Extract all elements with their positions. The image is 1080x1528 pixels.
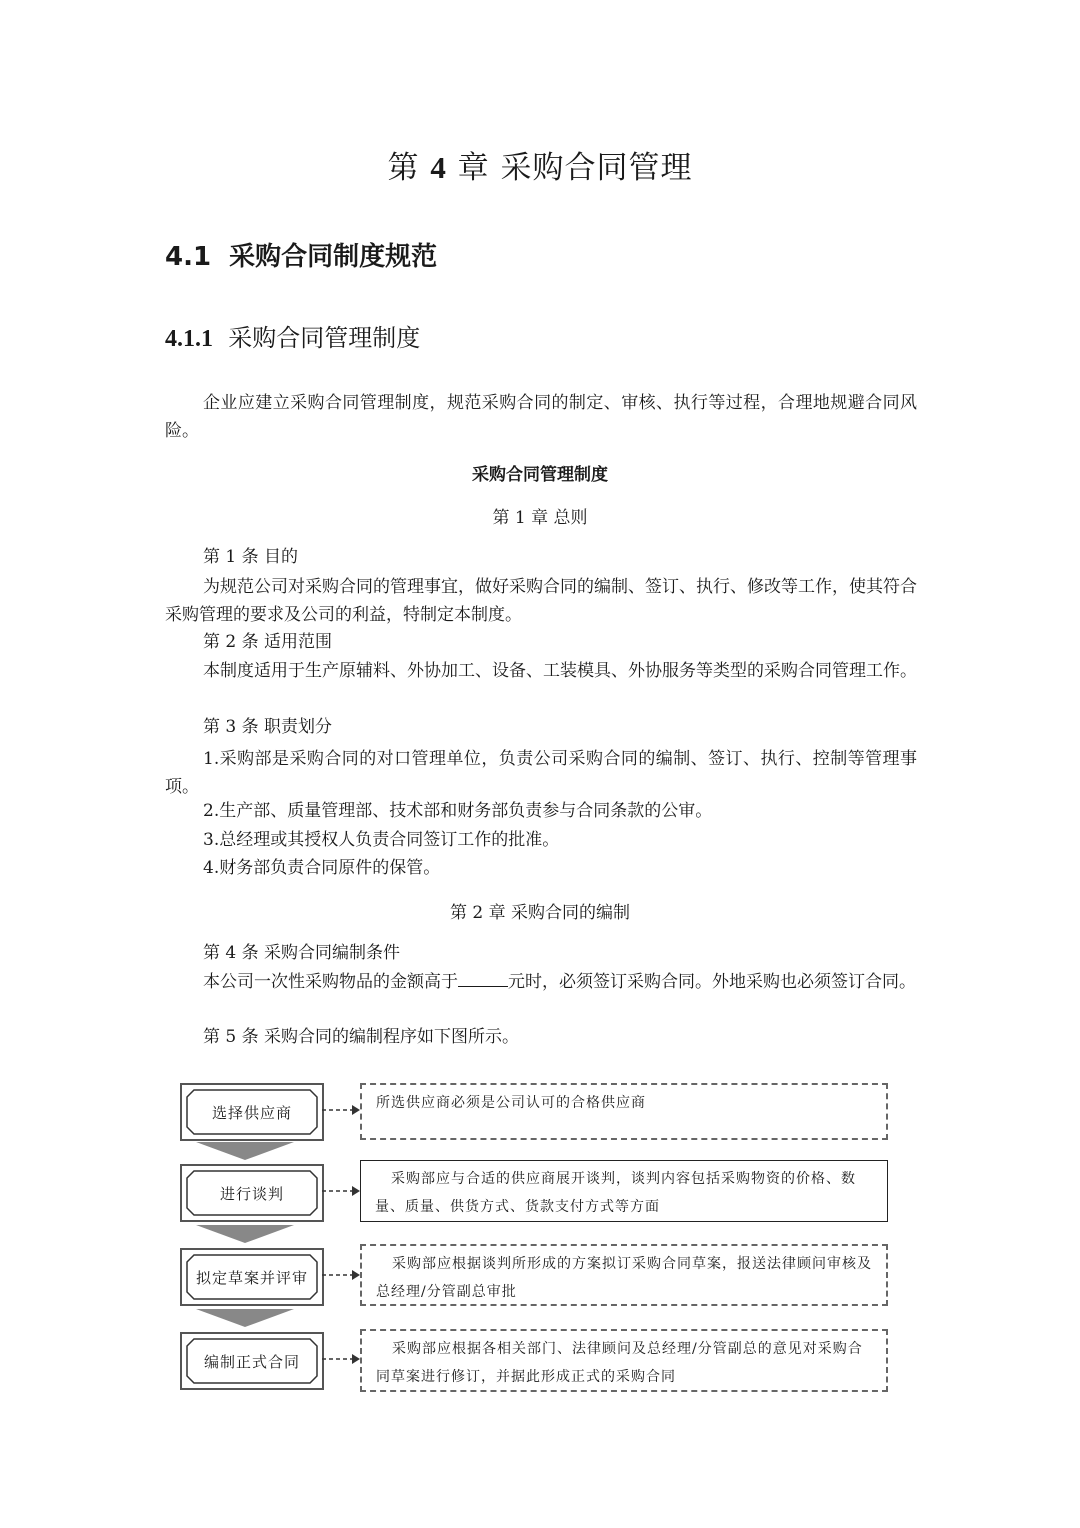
article-1-title: 第 1 条 目的: [203, 547, 299, 567]
article-4-text-before: 本公司一次性采购物品的金额高于: [203, 972, 458, 992]
flow-step-3-label: 拟定草案并评审: [195, 1268, 308, 1287]
flow-step-1: [180, 1083, 324, 1141]
flow-note-3-text: 采购部应根据谈判所形成的方案拟订采购合同草案，报送法律顾问审核及总经理/分管副总审批: [376, 1256, 872, 1300]
article-3-item-1: 1.采购部是采购合同的对口管理单位，负责公司采购合同的编制、签订、执行、控制等管理事项。: [165, 749, 917, 797]
flow-note-4: [360, 1329, 888, 1392]
flow-note-1: 所选供应商必须是公司认可的合格供应商: [360, 1083, 888, 1140]
subsection-number: 4.1.1: [165, 326, 213, 352]
arrow-right-icon: [320, 1102, 362, 1118]
article-4-text-after: 元时，必须签订采购合同。外地采购也必须签订合同。: [508, 972, 916, 992]
article-5-title: 第 5 条 采购合同的编制程序如下图所示。: [203, 1027, 520, 1047]
arrow-right-icon: [320, 1183, 362, 1199]
flow-note-3: [360, 1244, 888, 1306]
article-1-body: 为规范公司对采购合同的管理事宜，做好采购合同的编制、签订、执行、修改等工作，使其符合采购管理的要求及公司的利益，特制定本制度。: [165, 577, 917, 625]
subsection-heading: [165, 318, 420, 353]
down-arrow-icon: [196, 1225, 294, 1243]
flow-note-2: [360, 1160, 888, 1222]
chapter-2-title: 第 2 章 采购合同的编制: [449, 903, 631, 923]
article-2-body: 本制度适用于生产原辅料、外协加工、设备、工装模具、外协服务等类型的采购合同管理工作。: [203, 661, 917, 681]
amount-blank: [458, 970, 508, 987]
down-arrow-icon: [196, 1142, 294, 1160]
article-3-item-4: 4.财务部负责合同原件的保管。: [203, 858, 441, 878]
flow-step-1-label: 选择供应商: [211, 1103, 292, 1122]
flow-step-2-label: 进行谈判: [219, 1184, 284, 1203]
section-title: 采购合同制度规范: [229, 242, 438, 272]
intro-paragraph: 企业应建立采购合同管理制度，规范采购合同的制定、审核、执行等过程，合理地规避合同风险。: [165, 393, 917, 441]
chapter-suffix: 章 采购合同管理: [457, 150, 693, 186]
chapter-1-title: 第 1 章 总则: [492, 508, 588, 528]
down-arrow-icon: [196, 1309, 294, 1327]
article-3-title: 第 3 条 职责划分: [203, 717, 333, 737]
flow-step-4: [180, 1332, 324, 1390]
article-4-body: [165, 968, 917, 996]
flow-step-2: [180, 1164, 324, 1222]
article-4-title: 第 4 条 采购合同编制条件: [203, 943, 401, 963]
chapter-number: 4: [430, 150, 447, 185]
article-3-item-2: 2.生产部、质量管理部、技术部和财务部负责参与合同条款的公审。: [203, 801, 713, 821]
chapter-prefix: 第: [387, 150, 420, 186]
section-number: 4.1: [165, 242, 212, 272]
arrow-right-icon: [320, 1267, 362, 1283]
article-2-title: 第 2 条 适用范围: [203, 632, 333, 652]
flow-note-4-text: 采购部应根据各相关部门、法律顾问及总经理/分管副总的意见对采购合同草案进行修订，并据此形成正式的采购合同: [376, 1341, 863, 1385]
article-3-item-3: 3.总经理或其授权人负责合同签订工作的批准。: [203, 830, 560, 850]
chapter-title: [0, 142, 1080, 187]
document-title: 采购合同管理制度: [472, 465, 608, 485]
flow-step-4-label: 编制正式合同: [203, 1352, 300, 1371]
section-heading: [165, 236, 437, 273]
flow-note-2-text: 采购部应与合适的供应商展开谈判，谈判内容包括采购物资的价格、数量、质量、供货方式、货款支付方式等方面: [375, 1171, 856, 1215]
arrow-right-icon: [320, 1351, 362, 1367]
subsection-title: 采购合同管理制度: [228, 324, 421, 352]
flow-step-3: [180, 1248, 324, 1306]
